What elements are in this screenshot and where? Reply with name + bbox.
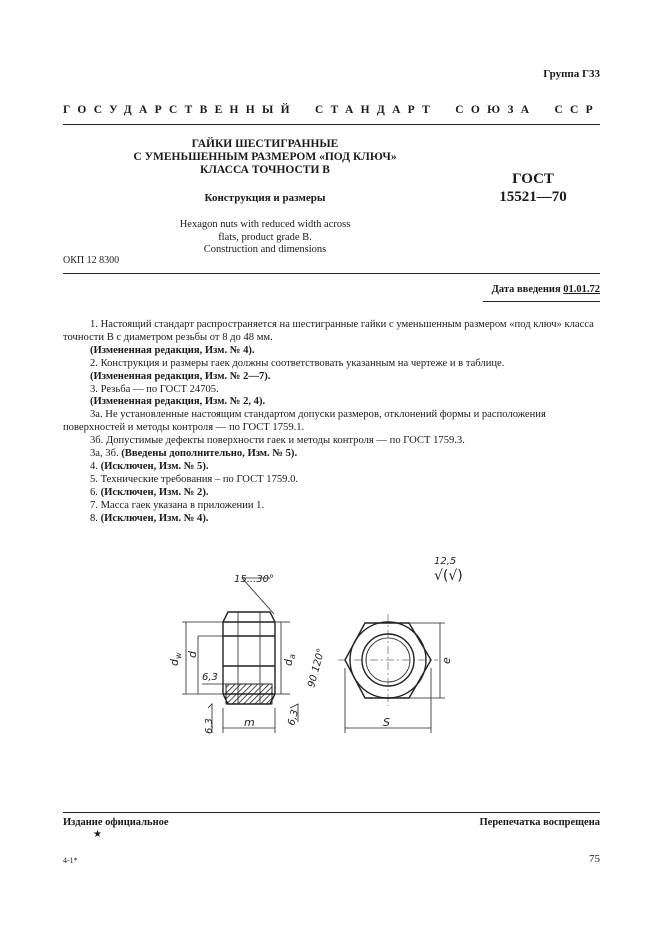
banner-word-3: СОЮЗА [455, 104, 537, 116]
paragraph-revision: (Измененная редакция, Изм. № 2—7). [90, 370, 271, 382]
side-dimensions [182, 578, 298, 733]
banner-word-2: СТАНДАРТ [315, 104, 438, 116]
dim-thread-label: 6,3 [202, 672, 218, 683]
paragraph-number: 4. [90, 460, 101, 472]
paragraph: 7. Масса гаек указана в приложении 1. [90, 499, 265, 511]
paragraph [63, 487, 600, 500]
dim-bottom-left-label: 6,3 [204, 718, 215, 734]
document-title [100, 138, 430, 177]
english-title-line-3: Construction and dimensions [203, 244, 327, 255]
date-rule [483, 301, 600, 302]
paragraph-number: 8. [90, 512, 101, 524]
paragraph [63, 513, 600, 526]
angle-label: 90 120° [306, 647, 328, 689]
roughness-symbol: √(√) [434, 568, 463, 584]
roughness-value: 12,5 [434, 556, 457, 567]
paragraph [63, 448, 600, 461]
star-mark: ★ [93, 829, 102, 840]
banner-word-4: ССР [554, 104, 600, 116]
nut-drawing [150, 548, 480, 748]
standard-banner [63, 104, 600, 116]
paragraph [63, 461, 600, 474]
nut-top-view [338, 614, 438, 706]
dim-bottom-right-label: 6,3 [286, 708, 302, 727]
english-title-line-2: flats, product grade B. [218, 231, 312, 243]
english-title [100, 219, 430, 257]
gost-label: ГОСТ [512, 171, 554, 187]
dim-s-label: S [383, 716, 390, 729]
nut-side-view [223, 612, 275, 704]
dim-d-label: d [186, 651, 199, 658]
dim-m-label: m [244, 716, 255, 729]
gost-number-block [478, 170, 588, 206]
reprint-notice: Перепечатка воспрещена [479, 817, 600, 828]
paragraph-revision: (Введены дополнительно, Изм. № 5). [121, 448, 298, 460]
introduction-date [492, 284, 600, 295]
date-label: Дата введения [491, 284, 561, 295]
dim-dw-label [168, 652, 183, 666]
english-title-line-1: Hexagon nuts with reduced width across [179, 219, 351, 230]
paragraph-number: 6. [90, 486, 101, 498]
dim-e-label: e [440, 657, 453, 664]
paragraph-revision: (Измененная редакция, Изм. № 2, 4). [90, 396, 266, 408]
date-value: 01.01.72 [563, 284, 600, 295]
body-text [63, 319, 600, 526]
official-edition: Издание официальное [63, 817, 169, 828]
paragraph: 3б. Допустимые дефекты поверхности гаек и методы контроля — по ГОСТ 1759.3. [90, 435, 465, 447]
paragraph-revision: (Измененная редакция, Изм. № 4). [90, 344, 255, 356]
footer-rule [63, 812, 600, 813]
banner-rule [63, 124, 600, 125]
print-code: 4-1* [63, 856, 78, 865]
document-subtitle: Конструкция и размеры [204, 192, 326, 204]
page-number: 75 [589, 853, 600, 865]
paragraph: 1. Настоящий стандарт распространяется на шестигранные гайки с уменьшенным размером «под ключ» класса точности В с диаметром резьбы от 8 до 48 мм. [63, 319, 594, 343]
dim-da-label [282, 654, 297, 666]
dim-da-subscript: a [288, 654, 297, 660]
okp-code: ОКП 12 8300 [63, 255, 120, 266]
gost-number: 15521—70 [499, 189, 567, 205]
paragraph-revision: (Исключен, Изм. № 5). [100, 460, 209, 472]
paragraph: 3. Резьба — по ГОСТ 24705. [90, 383, 219, 395]
paragraph-revision: (Исключен, Изм. № 4). [100, 512, 209, 524]
dim-da-symbol: d [282, 659, 295, 666]
dim-dw-symbol: d [168, 659, 181, 666]
paragraph-number: 3а, 3б. [90, 448, 122, 460]
paragraph: 5. Технические требования – по ГОСТ 1759.0. [90, 473, 299, 485]
title-line-2: С УМЕНЬШЕННЫМ РАЗМЕРОМ «ПОД КЛЮЧ» [133, 151, 397, 163]
title-rule [63, 273, 600, 274]
title-line-1: ГАЙКИ ШЕСТИГРАННЫЕ [191, 138, 339, 150]
paragraph: 2. Конструкция и размеры гаек должны соответствовать указанным на чертеже и в таблице. [90, 357, 505, 369]
banner-word-1: ГОСУДАРСТВЕННЫЙ [63, 104, 297, 116]
group-code: Группа Г33 [543, 68, 600, 80]
chamfer-angle-label: 15...30° [234, 574, 274, 585]
paragraph-revision: (Исключен, Изм. № 2). [100, 486, 209, 498]
title-line-3: КЛАССА ТОЧНОСТИ В [200, 164, 330, 176]
paragraph: 3а. Не установленные настоящим стандартом допуски размеров, отклонений формы и расположения поверхностей и методы контроля — по ГОСТ 1759.1. [63, 409, 546, 434]
dim-dw-subscript: w [174, 652, 183, 660]
